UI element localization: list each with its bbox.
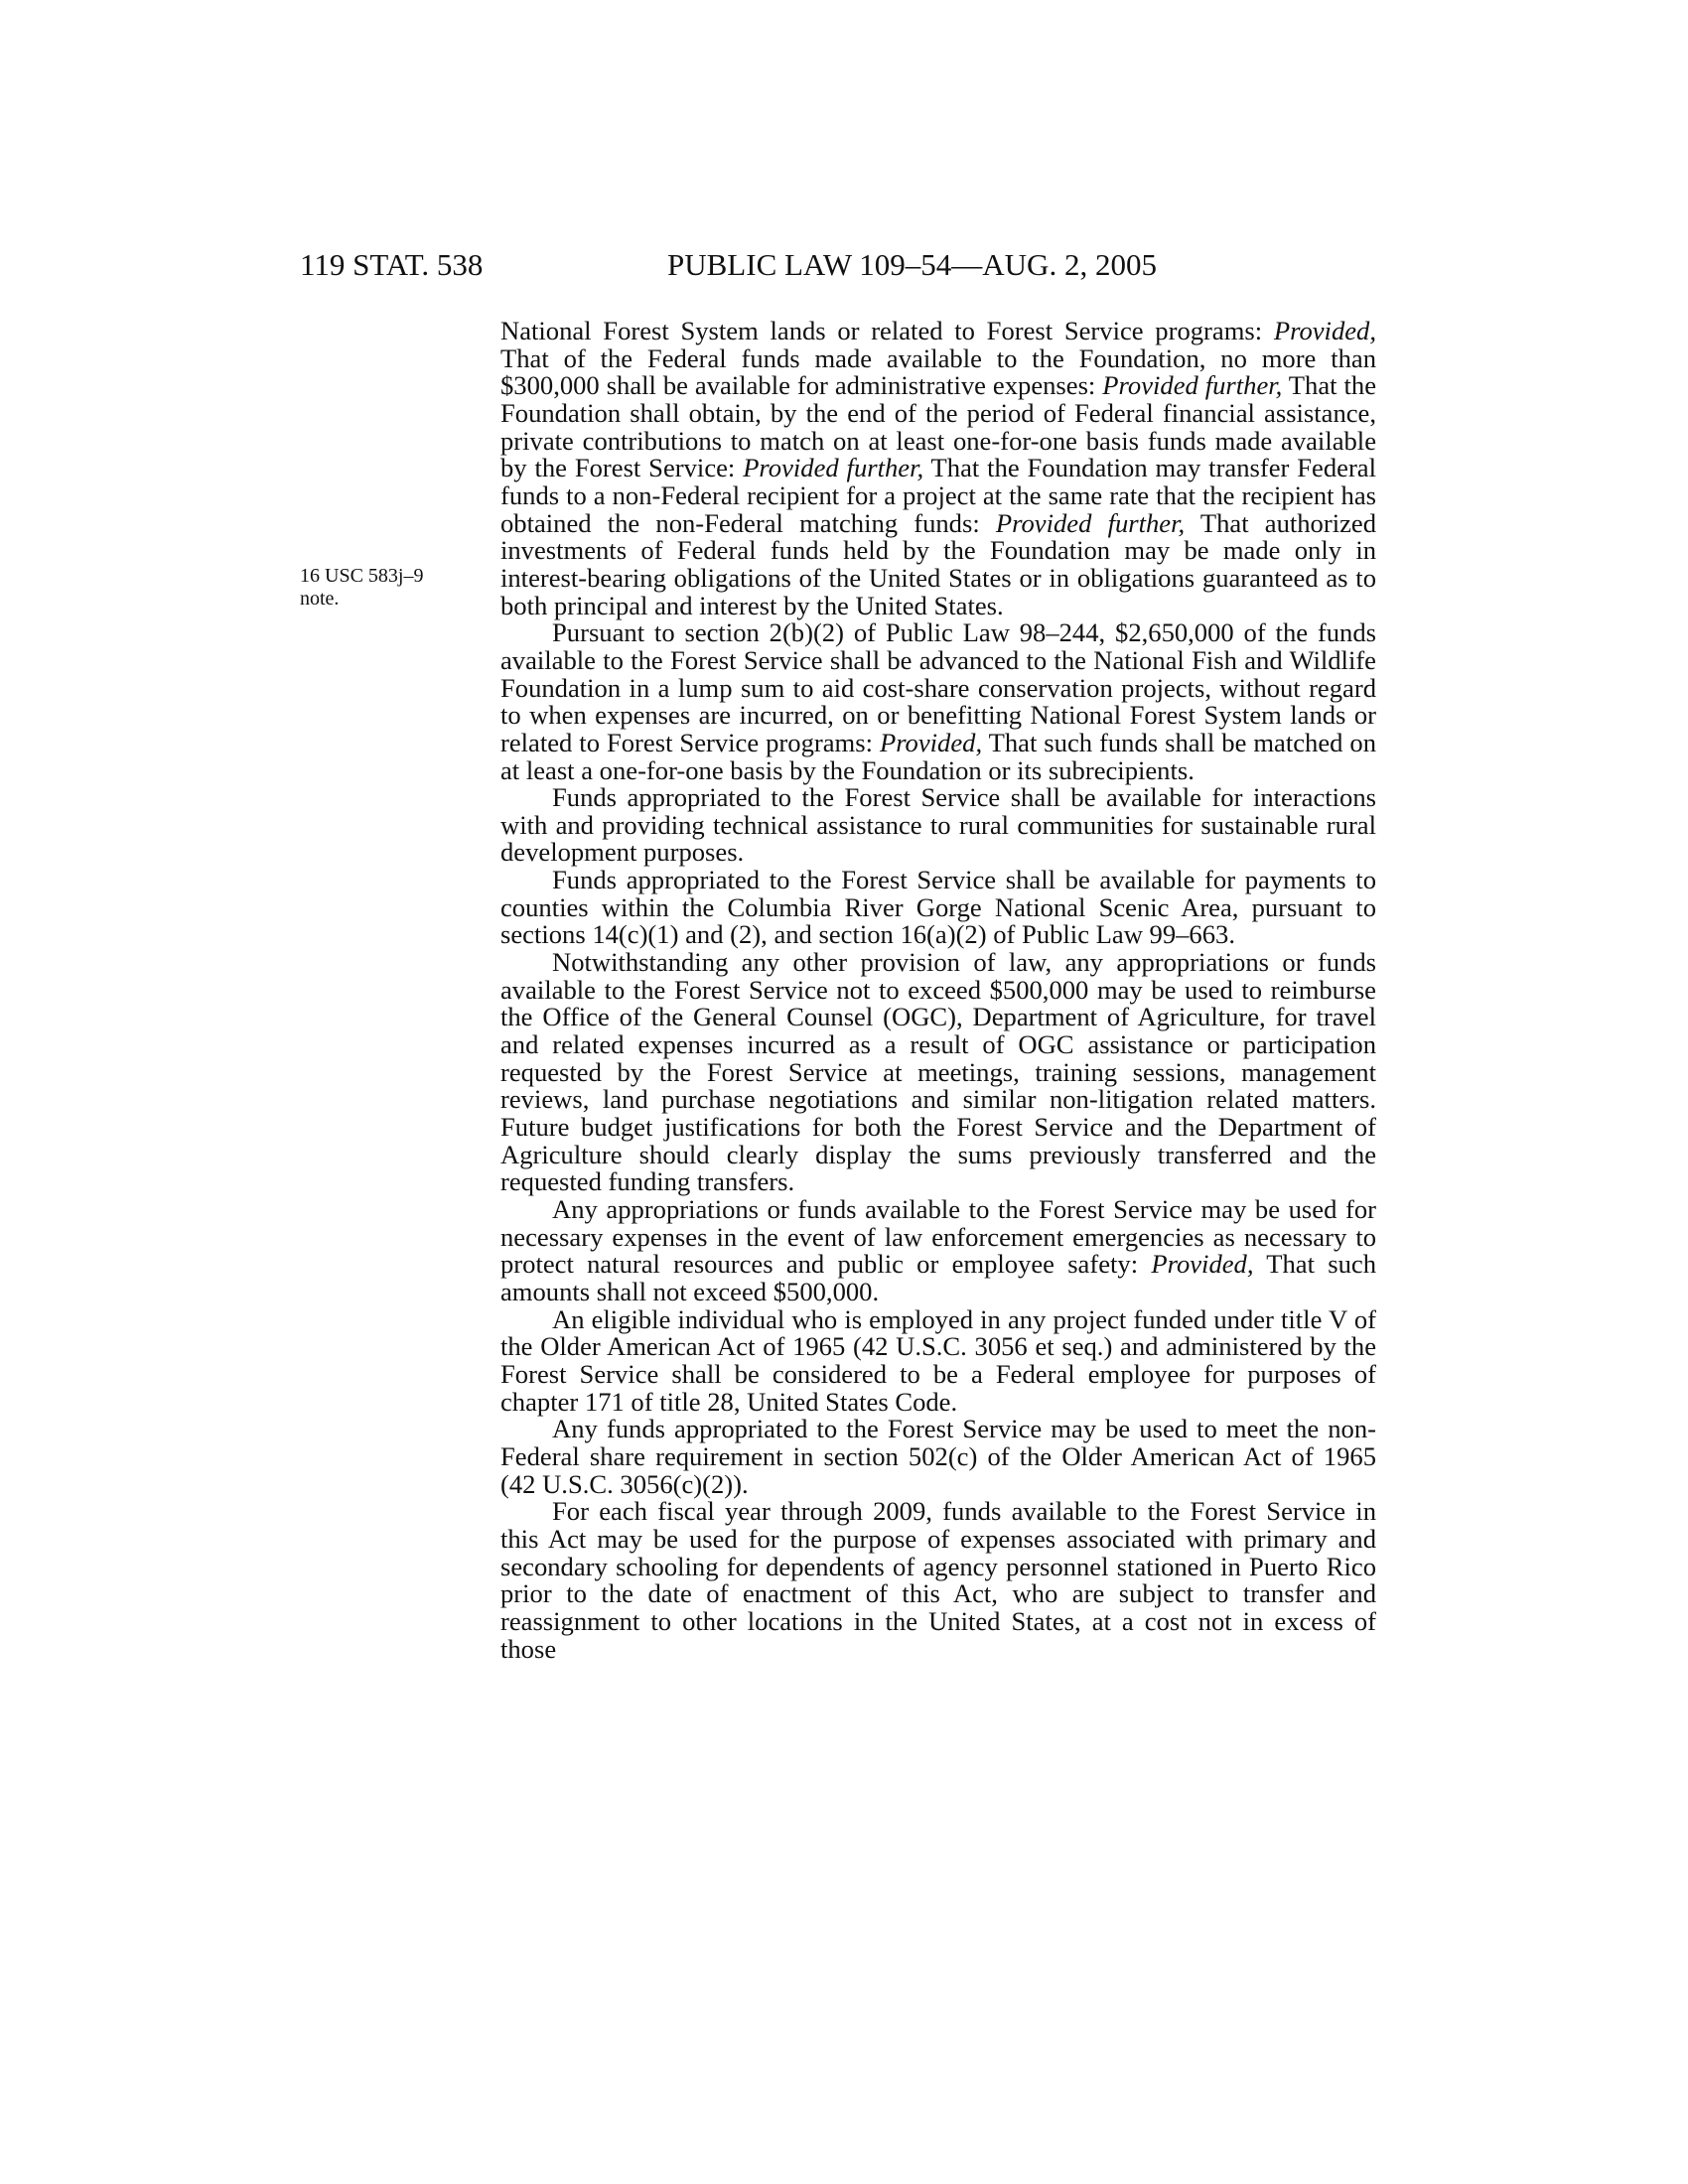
text-run: That authorized investments of Federal funds held by the Foundation may be made only in interest-bearing obligations of the United States or in obligations guaranteed as to both principal and interest by the United States.: [500, 507, 1376, 620]
paragraph-columbia-river-gorge: Funds appropriated to the Forest Service shall be available for payments to counties within the Columbia River Gorge National Scenic Area, pursuant to sections 14(c)(1) and (2), and section 16(a)(2) of Public Law 99–663.: [500, 865, 1376, 950]
paragraph-puerto-rico-schooling: For each fiscal year through 2009, funds available to the Forest Service in this Act may be used for the purpose of expenses associated with primary and secondary schooling for dependents of agency personnel stationed in Puerto Rico prior to the date of enactment of this Act, who are subject to transfer and reassignment to other locations in the United States, at a cost not in excess of those: [500, 1496, 1376, 1664]
page-header: [0, 245, 1688, 285]
margin-note-label: note.: [300, 588, 340, 610]
paragraph-law-enforcement: [500, 1196, 1376, 1306]
margin-note: [300, 565, 469, 611]
text-run: That the Foundation shall obtain, by the end of the period of Federal financial assistance, private contributions to match on at least one-for-one basis funds made available by the Forest Service:: [500, 370, 1376, 483]
paragraph-rural-communities: Funds appropriated to the Forest Service shall be available for interactions with and providing technical assistance to rural communities for sustainable rural development purposes.: [500, 782, 1376, 868]
paragraph-general-counsel: Notwithstanding any other provision of law, any appropriations or funds available to the Forest Service not to exceed $500,000 may be used to reimburse the Office of the General Counsel (OGC), Department of Agriculture, for travel and related expenses incurred as a result of OGC assistance or participation requested by the Forest Service at meetings, training sessions, management reviews, land purchase negotiations and similar non-litigation related matters. Future budget justifications for both the Forest Service and the Department of Agriculture should clearly display the sums previously transferred and the requested funding transfers.: [500, 947, 1376, 1197]
margin-note-citation: 16 USC 583j–9: [300, 565, 424, 587]
paragraph-older-american-act-employee: An eligible individual who is employed in any project funded under title V of the Older American Act of 1965 (42 U.S.C. 3056 et seq.) and administered by the Forest Service shall be considered to be a Federal employee for purposes of chapter 171 of title 28, United States Code.: [500, 1303, 1376, 1417]
paragraph-fish-wildlife-foundation: [500, 619, 1376, 784]
italic-proviso: Provided further,: [743, 453, 924, 483]
paragraph-foundation-provisos: [500, 318, 1376, 619]
text-run: That such funds shall be matched on at least a one-for-one basis by the Foundation or its subrecipients.: [500, 727, 1377, 785]
italic-proviso: Provided further,: [1102, 370, 1283, 401]
statute-page-reference: 119 STAT. 538: [300, 247, 484, 282]
italic-proviso: Provided further,: [995, 507, 1186, 538]
italic-proviso: Provided,: [1151, 1249, 1254, 1280]
text-run: That of the Federal funds made available to the Foundation, no more than $300,000 shall be available for administrative expenses:: [500, 342, 1376, 401]
italic-proviso: Provided,: [1273, 316, 1376, 345]
paragraph-non-federal-share: Any funds appropriated to the Forest Service may be used to meet the non-Federal share requirement in section 502(c) of the Older American Act of 1965 (42 U.S.C. 3056(c)(2)).: [500, 1414, 1376, 1499]
text-run: Pursuant to section 2(b)(2) of Public Law 98–244, $2,650,000 of the funds available to the Forest Service shall be advanced to the National Fish and Wildlife Foundation in a lump sum to aid cost-share conservation projects, without regard to when expenses are incurred, on or benefitting National Forest System lands or related to Forest Service programs:: [500, 617, 1376, 757]
text-run: National Forest System lands or related to Forest Service programs:: [500, 316, 1274, 345]
text-run: Any appropriations or funds available to the Forest Service may be used for necessary expenses in the event of law enforcement emergencies as necessary to protect natural resources and public or employee safety:: [500, 1194, 1376, 1280]
body-text: [500, 318, 1376, 1663]
text-run: That the Foundation may transfer Federal funds to a non-Federal recipient for a project at the same rate that the recipient has obtained the non-Federal matching funds:: [500, 453, 1377, 538]
text-run: That such amounts shall not exceed $500,000.: [500, 1249, 1376, 1306]
public-law-title: PUBLIC LAW 109–54—AUG. 2, 2005: [667, 247, 1157, 282]
italic-proviso: Provided,: [879, 727, 983, 757]
